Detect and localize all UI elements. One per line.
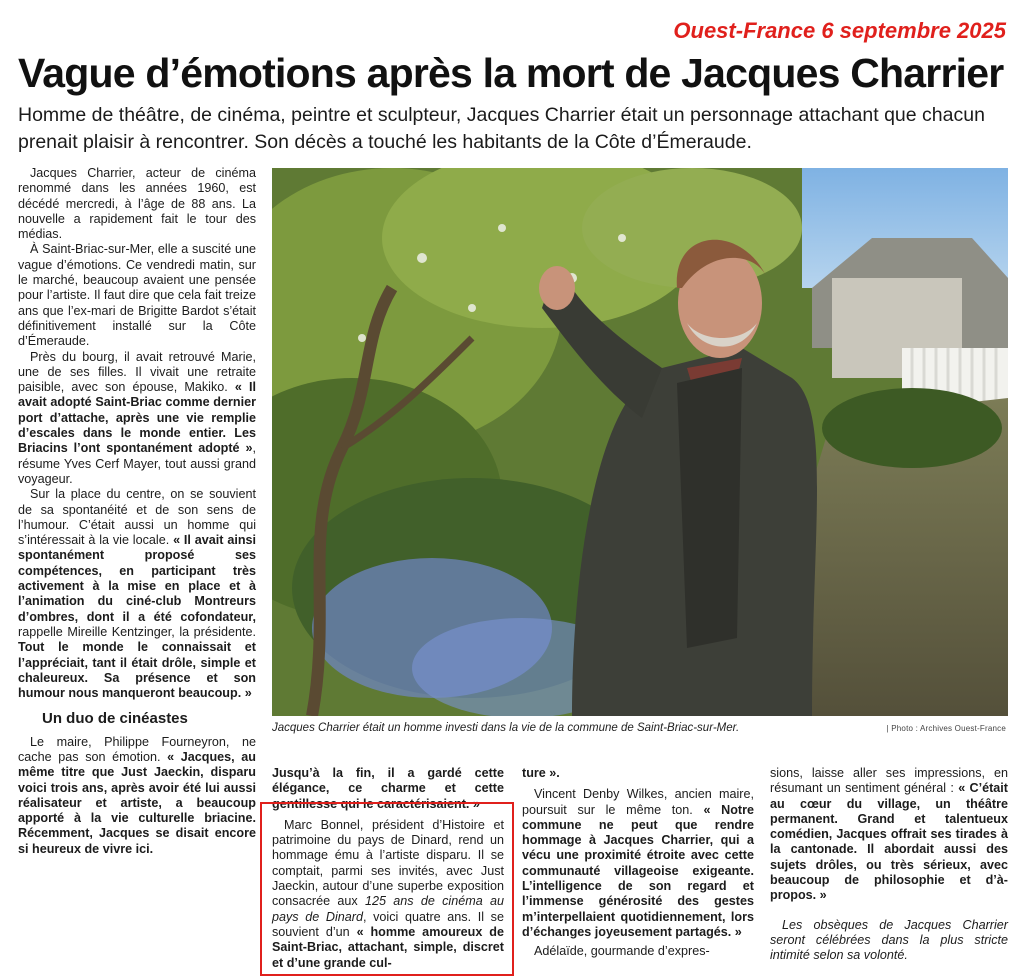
text-run: Le maire, Philippe Fourneyron, ne cache pas son émotion. (18, 734, 256, 764)
text-run: Sur la place du centre, on se souvient de sa spontanéité et de son sens de l’humour. C’était aussi un homme qui s’intéressait à la vie locale. (18, 487, 256, 548)
article-column-3 (522, 766, 754, 960)
article-column-1 (18, 166, 256, 857)
text-run: Vincent Denby Wilkes, ancien maire, poursuit sur le même ton. (522, 787, 754, 817)
article-column-4 (770, 766, 1008, 964)
funeral-notice: Les obsèques de Jacques Charrier seront célébrées dans la plus stricte intimité selon sa volonté. (770, 917, 1008, 963)
photo-credit: | Photo : Archives Ouest-France (886, 724, 1006, 733)
subheading: Un duo de cinéastes (42, 710, 188, 728)
paragraph (522, 787, 754, 940)
paragraph (18, 735, 256, 857)
paragraph (522, 766, 754, 781)
paragraph: Adélaïde, gourmande d’expres- (534, 944, 710, 959)
quote: Jusqu’à la fin, il a gardé cette élégance, ce charme et cette gentillesse qui le caractérisaient. » (272, 766, 504, 811)
quote: ture ». (522, 766, 560, 780)
photo-illustration (272, 168, 1008, 716)
quote: « Il avait ainsi spontanément proposé ses compétences, en participant très activement à la mise en place et à l’animation du ciné-club Montreurs d’ombres, dont il a été cofondateur, (18, 533, 257, 624)
paragraph (18, 487, 256, 701)
photo-caption: Jacques Charrier était un homme investi dans la vie de la commune de Saint-Briac-sur-Mer. (272, 722, 740, 734)
article-photo (272, 168, 1008, 716)
exhibition-title: 125 ans de cinéma au pays de Dinard (272, 894, 504, 924)
highlight-box (260, 802, 514, 976)
paragraph: À Saint-Briac-sur-Mer, elle a suscité une vague d’émotions. Ce vendredi matin, sur le marché, beaucoup avaient une pensée pour l’artiste. Il faut dire que cela fait treize ans que l’ex-mari de Brigitte Bardot s’était définitivement installé sur la Côte d’Émeraude. (18, 242, 256, 349)
text-run: , voici quatre ans. Il se souvient d’un (272, 909, 504, 939)
standfirst: Homme de théâtre, de cinéma, peintre et sculpteur, Jacques Charrier était un personnage attachant que chacun prenait plaisir à rencontrer. Son décès a touché les habitants de la Côte d’Émeraude. (18, 104, 985, 153)
quote: « homme amoureux de Saint-Briac, attachant, simple, discret et d’une grande cul- (272, 924, 504, 970)
paragraph: Jacques Charrier, acteur de cinéma renommé dans les années 1960, est décédé mercredi, à l’âge de 88 ans. La nouvelle a rapidement fait le tour des médias. (18, 166, 256, 242)
text-run: Marc Bonnel, président d’Histoire et patrimoine du pays de Dinard, rend un hommage ému à l’artiste disparu. Il se comptait, parmi ses invités, avec Just Jaeckin, autour d’une superbe exposition consacrée aux (272, 817, 504, 909)
source-line: Ouest-France 6 septembre 2025 (673, 18, 1006, 43)
quote: Tout le monde le connaissait et l’appréciait, tant il était drôle, simple et chaleureux. Sa présence et son humour nous manqueront beaucoup. » (18, 640, 256, 701)
text-run: Près du bourg, il avait retrouvé Marie, une de ses filles. Il vivait une retraite paisible, avec son épouse, Makiko. (18, 349, 256, 395)
paragraph (18, 350, 256, 488)
text-run: , résume Yves Cerf Mayer, tout aussi grand voyageur. (18, 441, 256, 486)
quote: « Notre commune ne peut que rendre hommage à Jacques Charrier, qui a vécu une proximité étroite avec cette communauté villageoise exigeante. L’intelligence de son regard et l’immense générosité des gestes m’interpellaient quotidiennement, lors d’échanges joyeusement partagés. » (522, 802, 755, 939)
text-run: rappelle Mireille Kentzinger, la présidente. (18, 624, 256, 639)
quote: « Il avait adopté Saint-Briac comme dernier port d’attache, après une vie remplie d’escales dans le monde entier. Les Briacins l’ont spontanément adopté » (18, 380, 256, 456)
quote: « Jacques, au même titre que Just Jaeckin, disparu voici trois ans, après avoir été lui aussi réalisateur et artiste, a beaucoup apporté à la vie culturelle briacine. Récemment, Jacques se disait encore si heureux de vivre ici. (18, 749, 257, 856)
paragraph (770, 766, 1008, 904)
headline: Vague d’émotions après la mort de Jacques Charrier (18, 50, 1004, 96)
text-run: sions, laisse aller ses impressions, en résumant un sentiment général : (770, 766, 1008, 796)
quote: « C’était au cœur du village, un théâtre permanent. Grand et talentueux comédien, Jacques offrait ses tirades à la cantonade. Il abordait aussi des sujets drôles, ou très sérieux, avec beaucoup de philosophie et d’à-propos. » (770, 781, 1008, 903)
